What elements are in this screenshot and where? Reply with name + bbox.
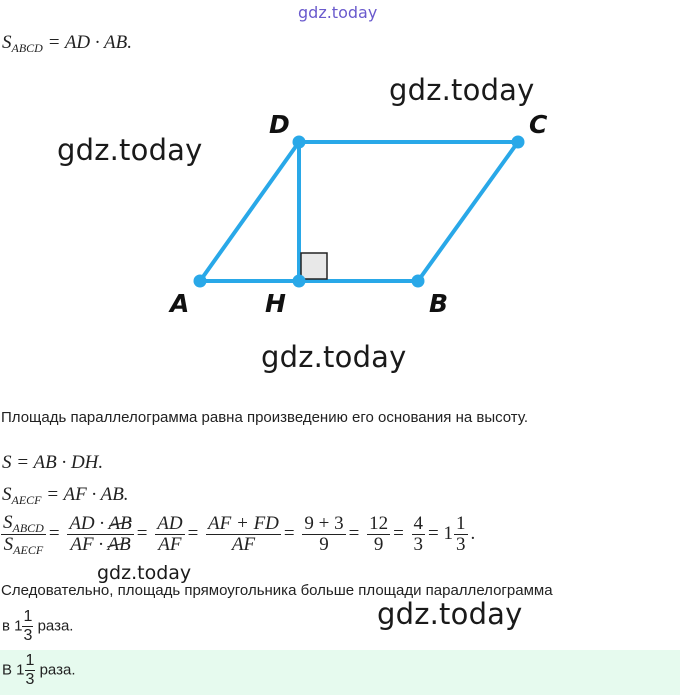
label-b: B: [429, 289, 449, 318]
label-c: C: [529, 110, 548, 139]
formula-area-parallelogram: S = AB · DH.: [2, 452, 104, 473]
times-text: в 1 $\frac{1}{3}$ раза.: [2, 608, 74, 644]
ratio-frac-4-3: $\frac{4}{3}$: [413, 513, 424, 555]
watermark-3: gdz.today: [261, 340, 407, 374]
watermark-1: gdz.today: [389, 73, 535, 107]
parallelogram-shape: [200, 142, 518, 281]
label-h: H: [265, 289, 286, 318]
formula-area-aecf: $S_{AECF}$ = AF · AB.: [2, 484, 129, 507]
area-rule-text: Площадь параллелограмма равна произведению его основания на высоту.: [1, 409, 528, 426]
point-h: [293, 275, 306, 288]
label-d: D: [269, 110, 290, 139]
ratio-frac-numeric: $\frac{9 + 3}{9}$: [304, 513, 344, 555]
watermark-top: gdz.today: [298, 3, 378, 22]
point-b: [412, 275, 425, 288]
point-a: [194, 275, 207, 288]
parallelogram-figure: [0, 80, 680, 320]
ratio-frac-areas: $\frac{S_{ABCD}}{S_{AECF}}$: [3, 512, 44, 557]
ratio-whole: 1: [443, 522, 453, 544]
point-d: [293, 136, 306, 149]
ratio-frac-12-9: $\frac{12}{9}$: [369, 513, 389, 555]
ratio-formula: $\frac{S_{ABCD}}{S_{AECF}}$ = $\frac{AD \cdot AB}{AF \cdot AB}$ = $\frac{AD}{AF}$ = $\frac{AF + FD}{AF}$ = $\frac{9 + 3}{9}$ = $\frac{12}{9}$ = $\frac{4}{3}$ = 1 $\frac{1}{3}$ .: [3, 512, 476, 557]
ratio-frac-cancel: $\frac{AD \cdot AB}{AF \cdot AB}$: [69, 513, 132, 555]
answer-text: В 1 $\frac{1}{3}$ раза.: [2, 652, 76, 688]
point-c: [512, 136, 525, 149]
formula-area-abcd: $S_{ABCD}$ = AD · AB.: [2, 32, 133, 55]
answer-fraction: $\frac{1}{3}$: [25, 652, 35, 688]
conclusion-text: Следовательно, площадь прямоугольника больше площади параллелограмма: [1, 582, 553, 599]
ratio-frac-ad-af: $\frac{AD}{AF}$: [157, 513, 183, 555]
times-fraction: $\frac{1}{3}$: [23, 608, 33, 644]
watermark-4: gdz.today: [97, 562, 192, 584]
watermark-5: gdz.today: [377, 597, 523, 631]
ratio-frac-sum: $\frac{AF + FD}{AF}$: [208, 513, 279, 555]
label-a: A: [170, 289, 190, 318]
ratio-frac-1-3: $\frac{1}{3}$: [456, 513, 466, 555]
answer-block: [0, 650, 680, 695]
watermark-2: gdz.today: [57, 133, 203, 167]
right-angle-mark: [301, 253, 327, 279]
